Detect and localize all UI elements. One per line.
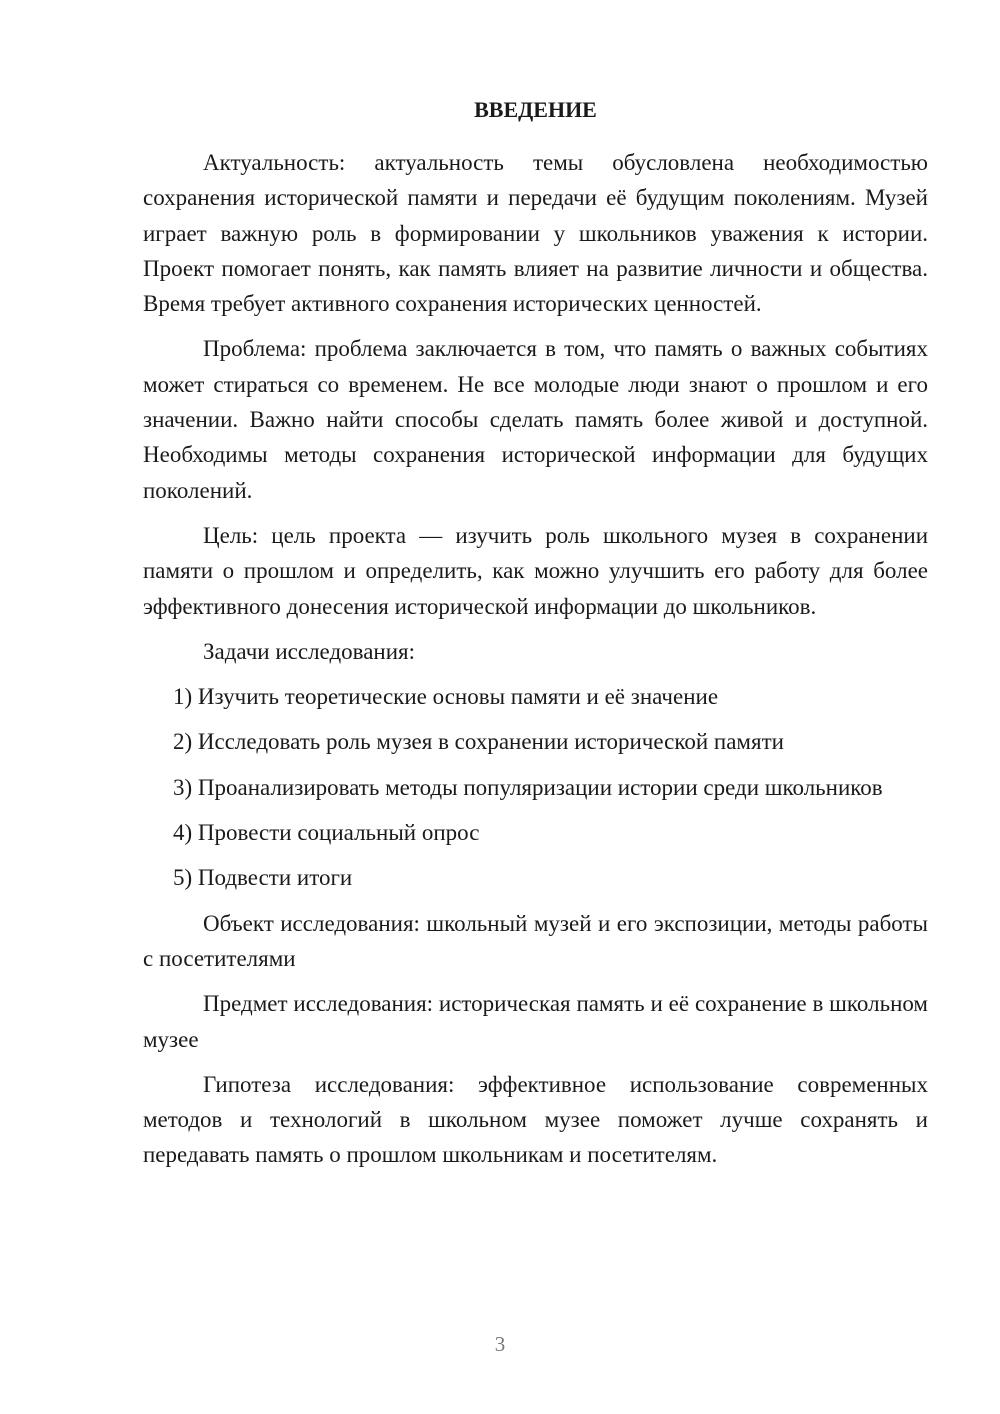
paragraph-relevance: Актуальность: актуальность темы обусловлена необходимостью сохранения исторической памяти и передачи её будущим поколениям. Музей играет важную роль в формировании у школьников уважения к истории. Проект помогает понять, как память влияет на развитие личности и общества. Время требует активного сохранения исторических ценностей. <box>143 150 928 317</box>
paragraph-hypothesis: Гипотеза исследования: эффективное использование современных методов и технологий в школьном музее поможет лучше сохранять и передавать память о прошлом школьникам и посетителям. <box>143 1071 928 1168</box>
task-item: 1) Изучить теоретические основы памяти и её значение <box>173 684 719 710</box>
page-content <box>143 92 928 1183</box>
page-number: 3 <box>494 1332 506 1356</box>
tasks-heading: Задачи исследования: <box>203 638 416 664</box>
task-item: 3) Проанализировать методы популяризации истории среди школьников <box>173 774 883 800</box>
paragraph-subject: Предмет исследования: историческая память и её сохранение в школьном музее <box>143 991 928 1052</box>
section-title: ВВЕДЕНИЕ <box>474 97 597 122</box>
paragraph-object: Объект исследования: школьный музей и его экспозиции, методы работы с посетителями <box>143 910 928 971</box>
paragraph-problem: Проблема: проблема заключается в том, что память о важных событиях может стираться со временем. Не все молодые люди знают о прошлом и его значении. Важно найти способы сделать память более живой и доступной. Необходимы методы сохранения исторической информации для будущих поколений. <box>143 336 928 503</box>
task-item: 4) Провести социальный опрос <box>173 820 480 846</box>
task-item: 5) Подвести итоги <box>173 865 353 891</box>
paragraph-goal: Цель: цель проекта — изучить роль школьного музея в сохранении памяти о прошлом и определить, как можно улучшить его работу для более эффективного донесения исторической информации до школьников. <box>143 522 928 619</box>
task-item: 2) Исследовать роль музея в сохранении исторической памяти <box>173 729 784 755</box>
